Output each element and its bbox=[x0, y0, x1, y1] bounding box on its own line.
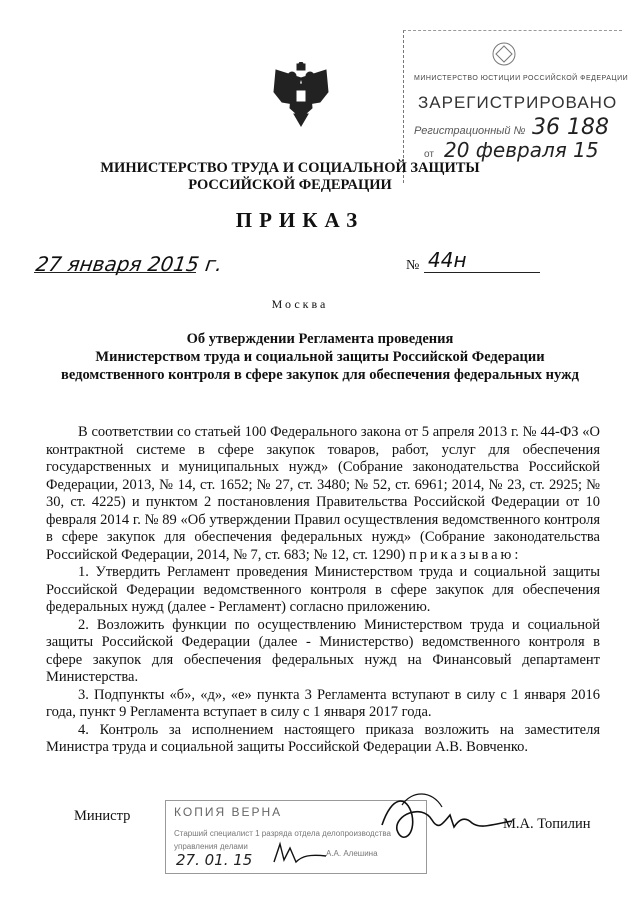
copy-stamp-label: КОПИЯ ВЕРНА bbox=[174, 805, 283, 819]
stamp-ministry-line: МИНИСТЕРСТВО ЮСТИЦИИ РОССИЙСКОЙ ФЕДЕРАЦИИ bbox=[414, 75, 629, 82]
copy-stamp-signer: А.А. Алешина bbox=[326, 849, 378, 858]
document-subject bbox=[60, 330, 580, 384]
order-item-2: 2. Возложить функции по осуществлению Министерством труда и социальной защиты Российской Федерации (далее - Министерство) ведомственного контроля в сфере закупок для обеспечения федеральных нужд на Финансовый департамент Министерства. bbox=[46, 616, 600, 685]
copy-stamp-line1: Старший специалист 1 разряда отдела делопроизводства bbox=[174, 829, 391, 838]
order-item-4: 4. Контроль за исполнением настоящего приказа возложить на заместителя Министра труда и социальной защиты Российской Федерации А.В. Вовченко. bbox=[46, 721, 600, 755]
subject-line3: ведомственного контроля в сфере закупок для обеспечения федеральных нужд bbox=[61, 367, 579, 383]
signatory-title: Министр bbox=[74, 808, 131, 824]
copy-signature-icon bbox=[270, 838, 330, 868]
coat-of-arms-icon bbox=[272, 62, 330, 128]
stamp-date: 20 февраля 15 bbox=[444, 138, 599, 162]
ministry-title-line1: МИНИСТЕРСТВО ТРУДА И СОЦИАЛЬНОЙ ЗАЩИТЫ bbox=[100, 160, 480, 176]
city: Москва bbox=[271, 297, 329, 311]
document-type: ПРИКАЗ bbox=[235, 208, 365, 232]
ministry-title-line2: РОССИЙСКОЙ ФЕДЕРАЦИИ bbox=[188, 177, 392, 193]
preamble-text: В соответствии со статьей 100 Федерального закона от 5 апреля 2013 г. № 44-ФЗ «О контрактной системе в сфере закупок товаров, работ, услуг для обеспечения государственных и муниципальных нужд» (Собрание законодательства Российской Федерации, 2013, № 14, ст. 1652; № 27, ст. 3480; № 52, ст. 6961; 2014, № 23, ст. 2925; № 30, ст. 4225) и пунктом 2 постановления Правительства Российской Федерации от 10 февраля 2014 г. № 89 «Об утверждении Правил осуществления ведомственного контроля в сфере закупок для обеспечения федеральных нужд» (Собрание законодательства Российской Федерации, 2014, № 7, ст. 683; № 12, ст. 1290) bbox=[46, 424, 600, 563]
document-date: 27 января 2015 г. bbox=[34, 252, 224, 276]
ministry-title bbox=[100, 160, 480, 194]
signatory-name: М.А. Топилин bbox=[503, 816, 591, 832]
stamp-registered-label: ЗАРЕГИСТРИРОВАНО bbox=[418, 93, 618, 112]
document-number: 44н bbox=[428, 248, 467, 272]
minister-signature-icon bbox=[372, 785, 522, 855]
copy-stamp-line2: управления делами bbox=[174, 842, 248, 851]
number-underline bbox=[424, 272, 540, 273]
ministry-logo-icon bbox=[484, 39, 524, 69]
stamp-regnum: 36 188 bbox=[532, 115, 609, 140]
stamp-regnum-label: Регистрационный № bbox=[414, 125, 526, 137]
order-word: приказываю: bbox=[408, 546, 522, 563]
number-sign: № bbox=[406, 258, 420, 273]
order-item-1: 1. Утвердить Регламент проведения Министерством труда и социальной защиты Российской Федерации ведомственного контроля в сфере закупок для обеспечения федеральных нужд (далее - Регламент) согласно приложению. bbox=[46, 564, 600, 615]
stamp-date-prefix: от bbox=[424, 149, 434, 160]
copy-stamp-date: 27. 01. 15 bbox=[176, 851, 253, 869]
order-item-3: 3. Подпункты «б», «д», «е» пункта 3 Регламента вступают в силу с 1 января 2016 года, пункт 9 Регламента вступает в силу с 1 января 2017 года. bbox=[46, 686, 600, 720]
date-underline bbox=[34, 272, 196, 273]
preamble-paragraph bbox=[46, 424, 600, 564]
document-body bbox=[46, 424, 600, 757]
subject-line1: Об утверждении Регламента проведения bbox=[186, 331, 454, 347]
subject-line2: Министерством труда и социальной защиты Российской Федерации bbox=[95, 349, 545, 365]
